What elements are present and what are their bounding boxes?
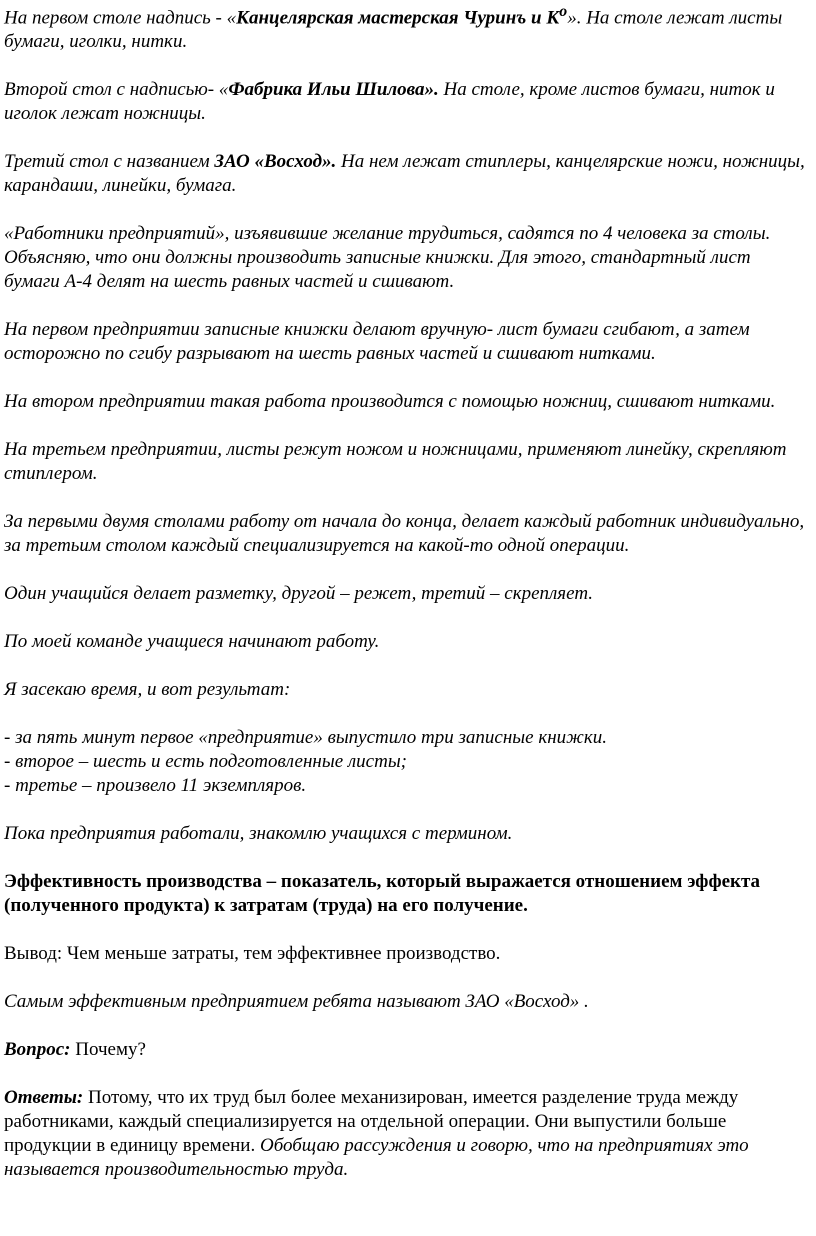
paragraph-first-table: [4, 0, 810, 54]
text: ». На столе лежат листы бумаги, иголки, нитки.: [4, 7, 783, 53]
list-item: - второе – шесть и есть подготовленные листы;: [4, 751, 408, 773]
paragraph-first-enterprise: На первом предприятии записные книжки делают вручную- лист бумаги сгибают, а затем осторожно по сгибу разрывают на шесть равных частей и сшивают нитками.: [4, 319, 750, 365]
question-label: Вопрос:: [4, 1039, 71, 1061]
paragraph-work-division: За первыми двумя столами работу от начала до конца, делает каждый работник индивидуально, за третьим столом каждый специализируется на какой-то одной операции.: [4, 511, 805, 557]
paragraph-operations: Один учащийся делает разметку, другой – режет, третий – скрепляет.: [4, 583, 594, 605]
text: Третий стол с названием: [4, 151, 215, 173]
definition: Эффективность производства – показатель, который выражается отношением эффекта (полученного продукта) к затратам (труда) на его получение.: [4, 871, 761, 917]
factory-name: Фабрика Ильи Шилова».: [228, 79, 439, 101]
paragraph-workers: «Работники предприятий», изъявившие желание трудиться, садятся по 4 человека за столы. Объясняю, что они должны производить записные книжки. Для этого, стандартный лист бумаги А-4 делят на шесть равных частей и сшивают.: [4, 223, 771, 293]
text: На нем лежат стиплеры, канцелярские ножи, ножницы, карандаши, линейки, бумага.: [4, 151, 805, 197]
list-item: - третье – произвело 11 экземпляров.: [4, 775, 307, 797]
question: [4, 1038, 810, 1062]
question-text: Почему?: [70, 1039, 146, 1061]
workshop-name: Канцелярская мастерская Чуринъ и К: [236, 7, 560, 29]
document-page: [4, 0, 810, 1182]
paragraph-term-intro: Пока предприятия работали, знакомлю учащихся с термином.: [4, 823, 513, 845]
conclusion: Вывод: Чем меньше затраты, тем эффективнее производство.: [4, 943, 501, 965]
answers-summary: Обобщаю рассуждения и говорю, что на предприятиях это называется производительностью труда.: [4, 1135, 749, 1181]
company-name: ЗАО «Восход».: [214, 151, 337, 173]
paragraph-timing: Я засекаю время, и вот результат:: [4, 679, 291, 701]
results-list: [4, 726, 810, 798]
answers-text: Потому, что их труд был более механизирован, имеется разделение труда между работниками, каждый специализируется на отдельной операции. Они выпустили больше продукции в единицу времени.: [4, 1087, 739, 1157]
superscript: о: [559, 3, 568, 20]
paragraph-third-table: [4, 150, 810, 198]
text: Второй стол с надписью- «: [4, 79, 229, 101]
answers-label: Ответы:: [4, 1087, 84, 1109]
text: На первом столе надпись - «: [4, 7, 237, 29]
paragraph-second-enterprise: На втором предприятии такая работа производится с помощью ножниц, сшивают нитками.: [4, 391, 776, 413]
paragraph-third-enterprise: На третьем предприятии, листы режут ножом и ножницами, применяют линейку, скрепляют стиплером.: [4, 439, 787, 485]
list-item: - за пять минут первое «предприятие» выпустило три записные книжки.: [4, 727, 607, 749]
paragraph-command: По моей команде учащиеся начинают работу.: [4, 631, 380, 653]
text: На столе, кроме листов бумаги, ниток и иголок лежат ножницы.: [4, 79, 775, 125]
answers: [4, 1086, 810, 1182]
paragraph-most-effective: Самым эффективным предприятием ребята называют ЗАО «Восход» .: [4, 991, 589, 1013]
paragraph-second-table: [4, 78, 810, 126]
